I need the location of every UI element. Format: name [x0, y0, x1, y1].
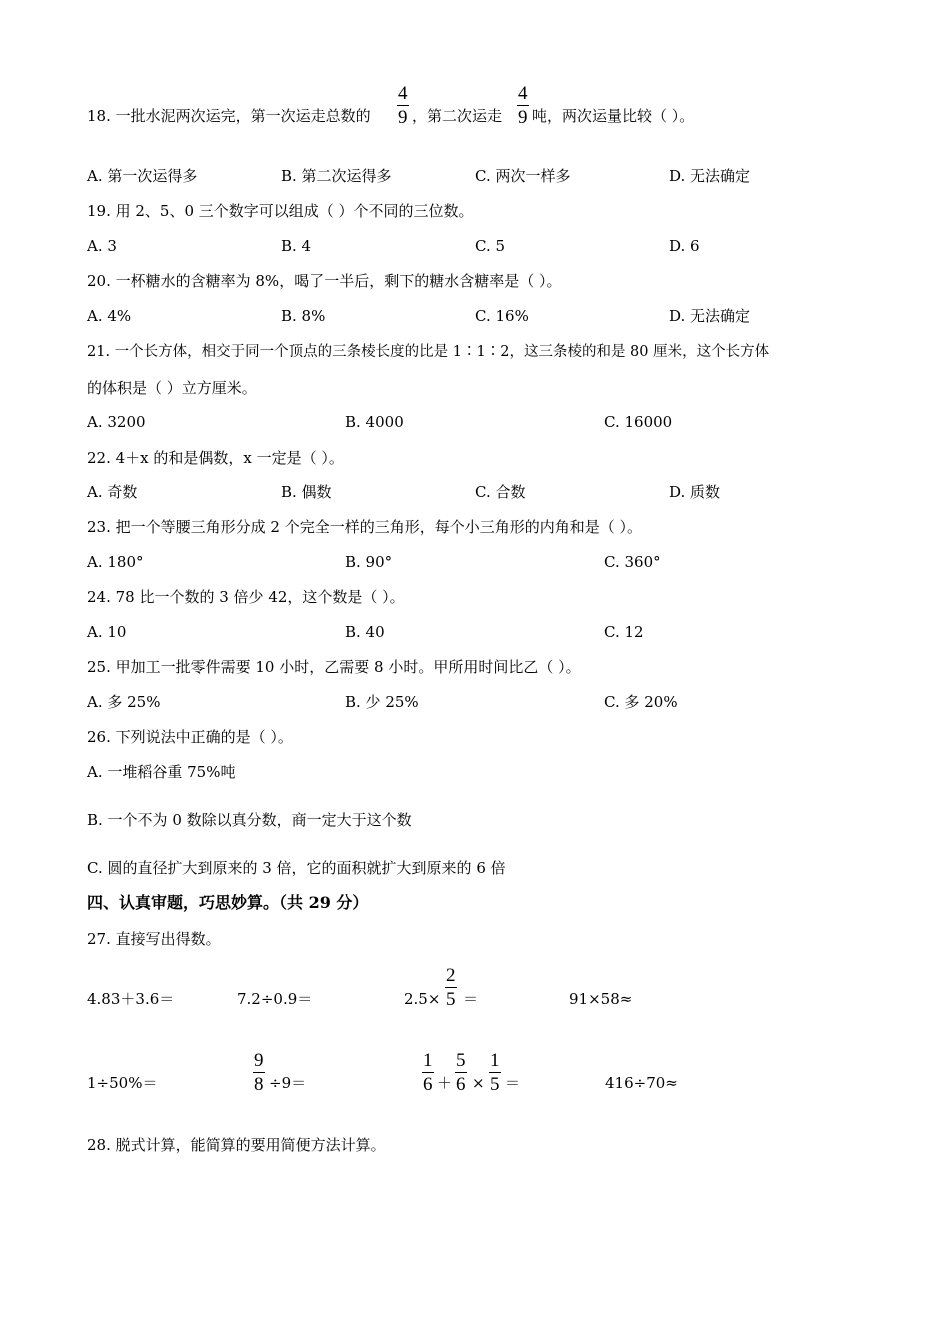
- question-28-text: 28. 脱式计算，能简算的要用简便方法计算。: [87, 1136, 386, 1154]
- calc-91-times-58: 91×58≈: [569, 990, 633, 1008]
- fraction-denominator: 9: [398, 107, 408, 128]
- question-27-text: 27. 直接写出得数。: [87, 930, 221, 948]
- option-d[interactable]: D. 质数: [669, 483, 721, 501]
- fraction-numerator: 4: [518, 83, 528, 104]
- times-sign: ×: [472, 1074, 485, 1092]
- option-a[interactable]: A. 第一次运得多: [87, 167, 198, 185]
- calc-2-5-times-text: 2.5×: [404, 990, 441, 1008]
- fraction-denominator: 5: [446, 989, 456, 1010]
- equals-sign: ＝: [505, 1074, 521, 1092]
- question-19-text: 19. 用 2、5、0 三个数字可以组成（ ）个不同的三位数。: [87, 202, 474, 220]
- option-c[interactable]: C. 两次一样多: [475, 167, 571, 185]
- fraction-2-5: [445, 966, 457, 1009]
- option-b[interactable]: B. 偶数: [281, 483, 332, 501]
- calc-416-div-70: 416÷70≈: [605, 1074, 678, 1092]
- fraction-1-6: [422, 1051, 434, 1094]
- question-18-text-mid: ，第二次运走: [412, 107, 503, 125]
- section-heading: 四、认真审题，巧思妙算。（共 29 分）: [87, 893, 369, 912]
- option-d[interactable]: D. 6: [669, 237, 700, 255]
- option-b[interactable]: B. 4: [281, 237, 312, 255]
- option-b[interactable]: B. 40: [345, 623, 385, 641]
- fraction-4-9-second: [517, 84, 529, 127]
- question-21-text-line1: 21. 一个长方体，相交于同一个顶点的三条棱长度的比是 1∶1∶2，这三条棱的和是 80 厘米，这个长方体: [87, 344, 770, 360]
- option-b[interactable]: B. 90°: [345, 553, 393, 571]
- question-18-text-pre: 18. 一批水泥两次运完，第一次运走总数的: [87, 107, 371, 125]
- fraction-denominator: 6: [456, 1074, 466, 1095]
- option-d[interactable]: D. 无法确定: [669, 167, 751, 185]
- option-a[interactable]: A. 一堆稻谷重 75%吨: [87, 763, 236, 781]
- option-a[interactable]: A. 4%: [87, 307, 132, 325]
- question-22-text: 22. 4＋x 的和是偶数，x 一定是（ ）。: [87, 449, 344, 467]
- fraction-9-8: [253, 1051, 265, 1094]
- option-a[interactable]: A. 3200: [87, 413, 146, 431]
- fraction-4-9-first: [397, 84, 409, 127]
- question-26-text: 26. 下列说法中正确的是（ ）。: [87, 728, 293, 746]
- option-a[interactable]: A. 3: [87, 237, 117, 255]
- question-21-text-line2: 的体积是（ ）立方厘米。: [87, 379, 257, 397]
- option-b[interactable]: B. 8%: [281, 307, 326, 325]
- fraction-1-5: [489, 1051, 501, 1094]
- option-b[interactable]: B. 一个不为 0 数除以真分数，商一定大于这个数: [87, 811, 412, 829]
- option-c[interactable]: C. 12: [604, 623, 644, 641]
- plus-sign: ＋: [437, 1074, 453, 1092]
- option-a[interactable]: A. 奇数: [87, 483, 138, 501]
- option-c[interactable]: C. 16000: [604, 413, 673, 431]
- fraction-numerator: 2: [446, 965, 456, 986]
- calc-7-2-div-0-9: 7.2÷0.9＝: [237, 990, 313, 1008]
- equals-sign: ＝: [463, 990, 479, 1008]
- fraction-denominator: 5: [490, 1074, 500, 1095]
- option-c[interactable]: C. 合数: [475, 483, 526, 501]
- question-23-text: 23. 把一个等腰三角形分成 2 个完全一样的三角形，每个小三角形的内角和是（ ）。: [87, 518, 642, 536]
- calc-4-83-plus-3-6: 4.83＋3.6＝: [87, 990, 175, 1008]
- option-a[interactable]: A. 180°: [87, 553, 144, 571]
- question-18-text-post: 吨，两次运量比较（ ）。: [532, 107, 695, 125]
- fraction-numerator: 4: [398, 83, 408, 104]
- option-c[interactable]: C. 多 20%: [604, 693, 678, 711]
- fraction-denominator: 9: [518, 107, 528, 128]
- fraction-denominator: 6: [423, 1074, 433, 1095]
- option-b[interactable]: B. 第二次运得多: [281, 167, 392, 185]
- option-c[interactable]: C. 16%: [475, 307, 529, 325]
- fraction-numerator: 1: [490, 1050, 500, 1071]
- option-a[interactable]: A. 10: [87, 623, 127, 641]
- question-24-text: 24. 78 比一个数的 3 倍少 42，这个数是（ ）。: [87, 588, 405, 606]
- fraction-numerator: 9: [254, 1050, 264, 1071]
- fraction-numerator: 5: [456, 1050, 466, 1071]
- option-b[interactable]: B. 4000: [345, 413, 404, 431]
- calc-1-div-50-percent: 1÷50%＝: [87, 1074, 158, 1092]
- calc-div-9-text: ÷9＝: [269, 1074, 307, 1092]
- option-c[interactable]: C. 360°: [604, 553, 661, 571]
- fraction-numerator: 1: [423, 1050, 433, 1071]
- question-20-text: 20. 一杯糖水的含糖率为 8%，喝了一半后，剩下的糖水含糖率是（ ）。: [87, 272, 562, 290]
- option-d[interactable]: D. 无法确定: [669, 307, 751, 325]
- fraction-5-6: [455, 1051, 467, 1094]
- option-c[interactable]: C. 5: [475, 237, 506, 255]
- option-a[interactable]: A. 多 25%: [87, 693, 161, 711]
- option-c[interactable]: C. 圆的直径扩大到原来的 3 倍，它的面积就扩大到原来的 6 倍: [87, 859, 506, 877]
- fraction-denominator: 8: [254, 1074, 264, 1095]
- option-b[interactable]: B. 少 25%: [345, 693, 419, 711]
- question-25-text: 25. 甲加工一批零件需要 10 小时，乙需要 8 小时。甲所用时间比乙（ ）。: [87, 658, 581, 676]
